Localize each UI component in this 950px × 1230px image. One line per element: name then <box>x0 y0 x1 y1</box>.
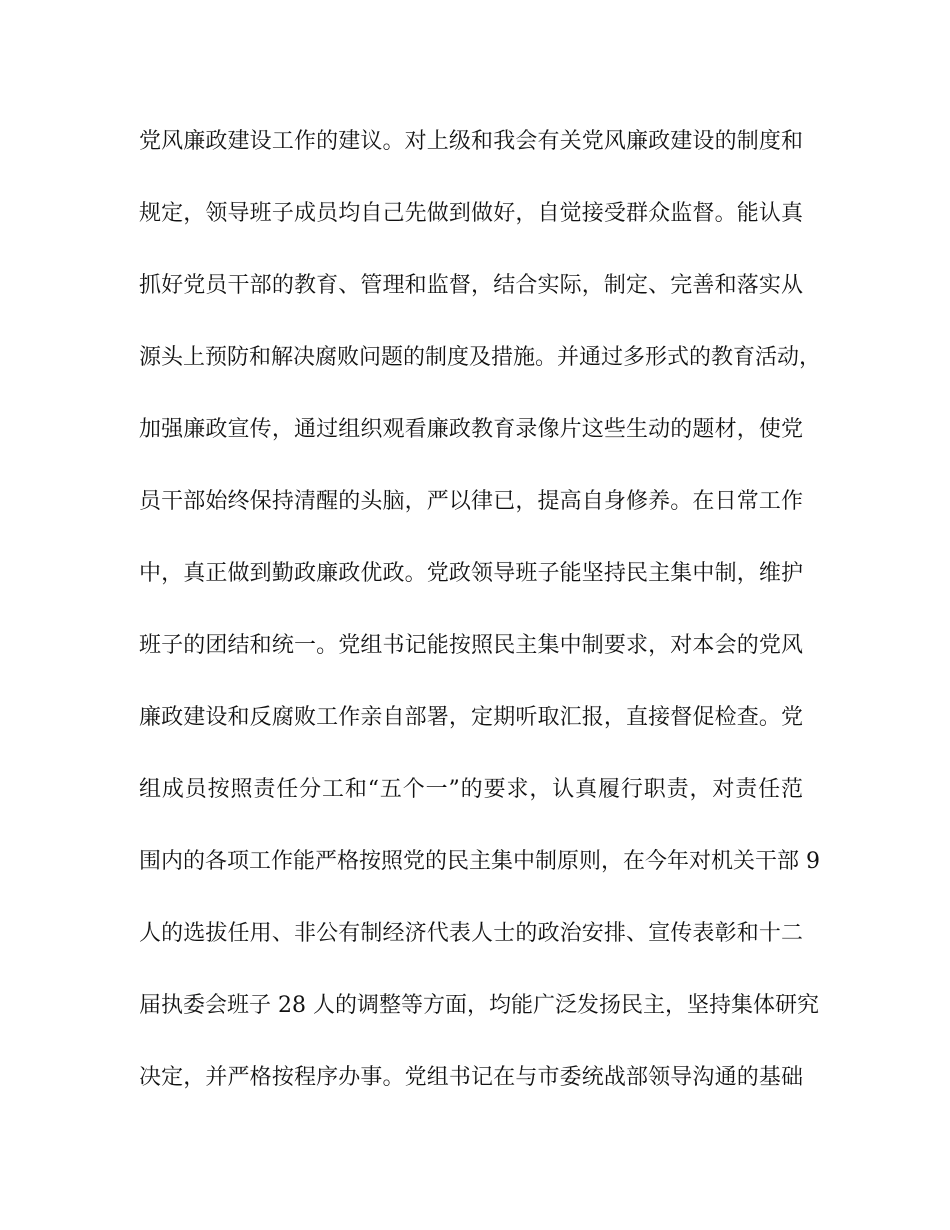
text-line: 廉政建设和反腐败工作亲自部署，定期听取汇报，直接督促检查。党 <box>139 705 803 730</box>
text-line: 组成员按照责任分工和“五个一”的要求，认真履行职责，对责任范 <box>139 777 803 802</box>
text-line: 抓好党员干部的教育、管理和监督，结合实际，制定、完善和落实从 <box>139 273 803 298</box>
text-line: 围内的各项工作能严格按照党的民主集中制原则，在今年对机关干部 9 <box>139 849 820 874</box>
body-text <box>139 120 822 1128</box>
text-line: 加强廉政宣传，通过组织观看廉政教育录像片这些生动的题材，使党 <box>139 417 803 442</box>
text-line: 源头上预防和解决腐败问题的制度及措施。并通过多形式的教育活动， <box>139 345 822 370</box>
text-line: 班子的团结和统一。党组书记能按照民主集中制要求，对本会的党风 <box>139 633 803 658</box>
text-line: 届执委会班子 28 人的调整等方面，均能广泛发扬民主，坚持集体研究 <box>139 993 819 1018</box>
text-line: 党风廉政建设工作的建议。对上级和我会有关党风廉政建设的制度和 <box>139 129 803 154</box>
text-line: 员干部始终保持清醒的头脑，严以律已，提高自身修养。在日常工作 <box>139 489 803 514</box>
text-line: 中，真正做到勤政廉政优政。党政领导班子能坚持民主集中制，维护 <box>139 561 803 586</box>
text-line: 规定，领导班子成员均自己先做到做好，自觉接受群众监督。能认真 <box>139 201 803 226</box>
text-line: 决定，并严格按程序办事。党组书记在与市委统战部领导沟通的基础 <box>139 1065 803 1090</box>
text-line: 人的选拔任用、非公有制经济代表人士的政治安排、宣传表彰和十二 <box>139 921 803 946</box>
